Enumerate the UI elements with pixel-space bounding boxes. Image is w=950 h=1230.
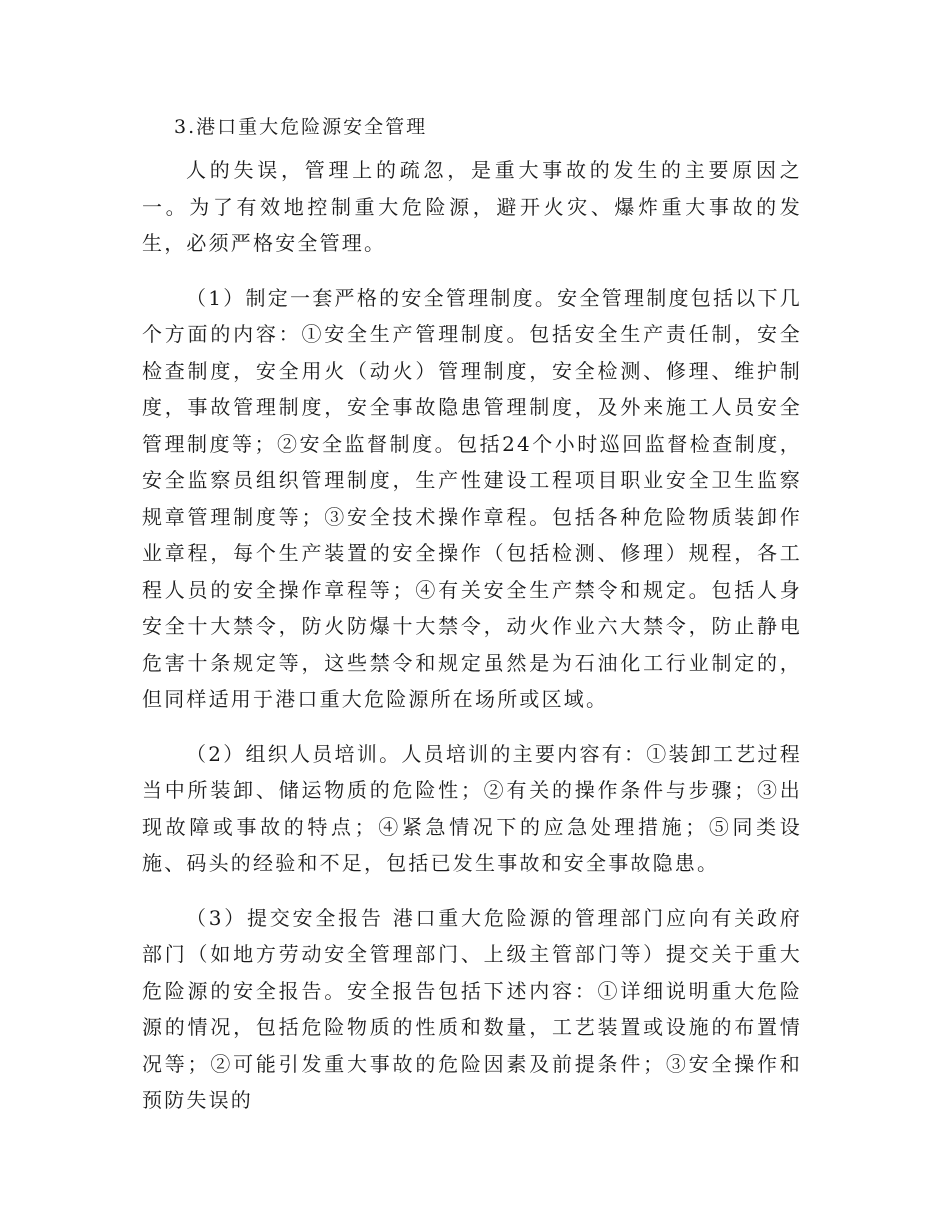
paragraph-personnel-training: （2）组织人员培训。人员培训的主要内容有：①装卸工艺过程当中所装卸、储运物质的危险性；②有关的操作条件与步骤；③出现故障或事故的特点；④紧急情况下的应急处理措施；⑤同类设施、码头的经验和不足，包括已发生事故和安全事故隐患。 bbox=[142, 741, 802, 875]
paragraph-intro: 人的失误，管理上的疏忽，是重大事故的发生的主要原因之一。为了有效地控制重大危险源，避开火灾、爆炸重大事故的发生，必须严格安全管理。 bbox=[142, 158, 802, 255]
paragraph-safety-report: （3）提交安全报告 港口重大危险源的管理部门应向有关政府部门（如地方劳动安全管理部门、上级主管部门等）提交关于重大危险源的安全报告。安全报告包括下述内容：①详细说明重大危险源的情况，包括危险物质的性质和数量，工艺装置或设施的布置情况等；②可能引发重大事故的危险因素及前提条件；③安全操作和预防失误的 bbox=[142, 905, 802, 1112]
document-body bbox=[142, 108, 802, 1119]
paragraph-management-system: （1）制定一套严格的安全管理制度。安全管理制度包括以下几个方面的内容：①安全生产管理制度。包括安全生产责任制，安全检查制度，安全用火（动火）管理制度，安全检测、修理、维护制度，事故管理制度，安全事故隐患管理制度，及外来施工人员安全管理制度等；②安全监督制度。包括24个小时巡回监督检查制度，安全监察员组织管理制度，生产性建设工程项目职业安全卫生监察规章管理制度等；③安全技术操作章程。包括各种危险物质装卸作业章程，每个生产装置的安全操作（包括检测、修理）规程，各工程人员的安全操作章程等；④有关安全生产禁令和规定。包括人身安全十大禁令，防火防爆十大禁令，动火作业六大禁令，防止静电危害十条规定等，这些禁令和规定虽然是为石油化工行业制定的，但同样适用于港口重大危险源所在场所或区域。 bbox=[142, 285, 802, 711]
section-heading: 3.港口重大危险源安全管理 bbox=[174, 116, 428, 138]
